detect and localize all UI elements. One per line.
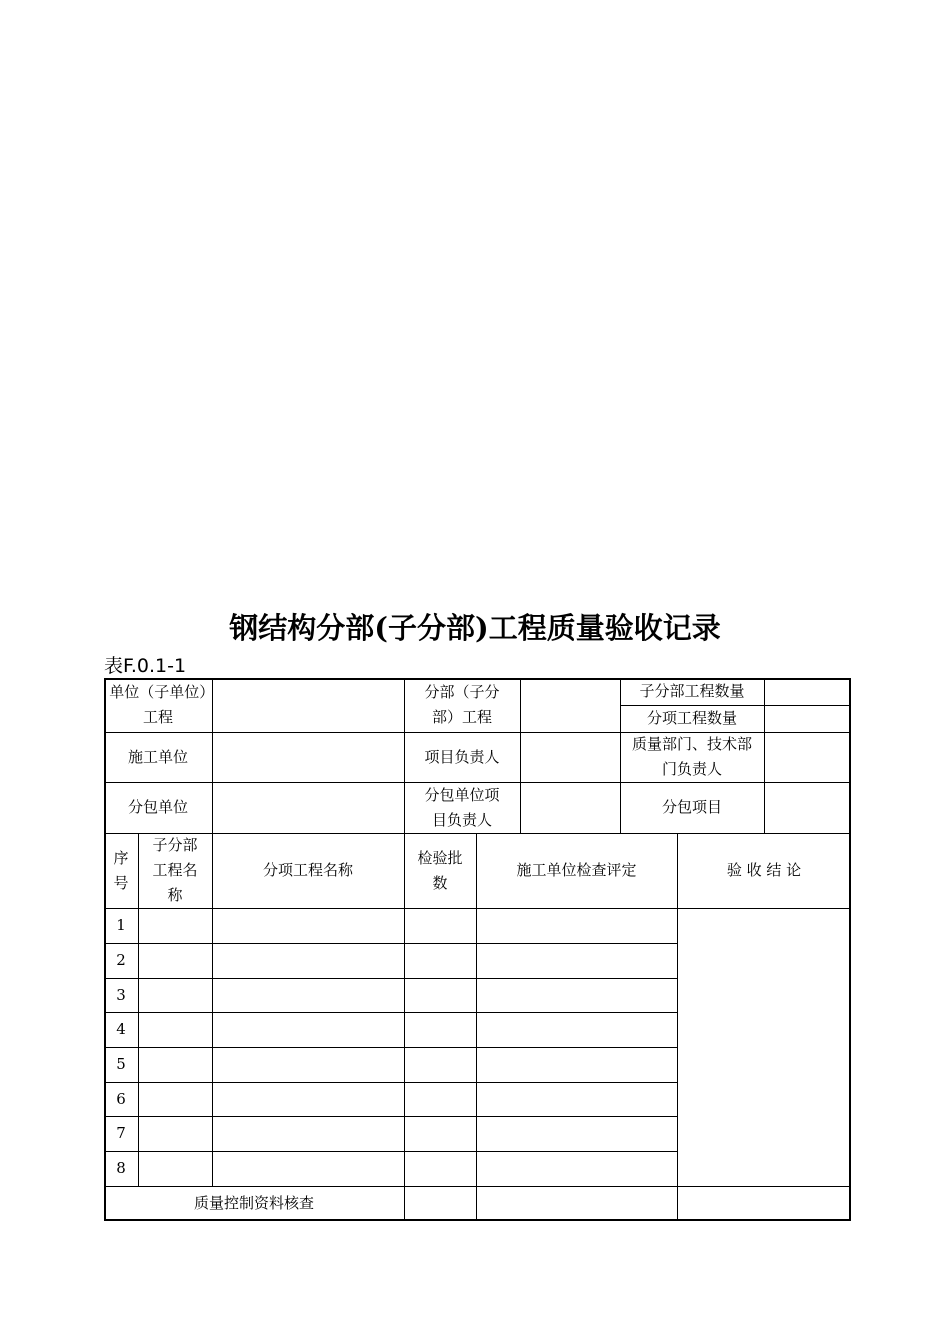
sub-count-value[interactable] <box>764 678 851 705</box>
grid-line <box>104 1186 851 1187</box>
unit-project-label: 单位（子单位）工程 <box>109 683 207 726</box>
quality-tech-value[interactable] <box>764 732 851 782</box>
quality-tech-label: 质量部门、技术部门负责人 <box>632 735 753 778</box>
grid-line <box>404 833 405 1221</box>
quality-docs-count[interactable] <box>404 1186 476 1221</box>
row-seq: 8 <box>116 1159 126 1177</box>
item-count-label: 分项工程数量 <box>646 709 737 727</box>
quality-docs-label: 质量控制资料核查 <box>193 1194 314 1212</box>
conclusion-value[interactable] <box>677 908 851 1186</box>
row-seq: 1 <box>116 916 126 934</box>
project-manager-label: 项目负责人 <box>424 747 500 766</box>
construction-unit-label: 施工单位 <box>127 747 188 766</box>
row-seq: 3 <box>116 985 126 1004</box>
row-seq: 5 <box>116 1055 126 1073</box>
grid-line <box>104 732 851 733</box>
grid-line <box>104 782 851 783</box>
row-seq: 6 <box>116 1089 126 1108</box>
grid-line <box>476 833 477 1221</box>
grid-line <box>138 833 139 1186</box>
col-conclusion: 验 收 结 论 <box>726 861 802 879</box>
grid-line <box>677 833 678 1221</box>
subdivision-value[interactable] <box>520 678 620 732</box>
subcontractor-manager-value[interactable] <box>520 782 620 833</box>
grid-line <box>764 678 765 833</box>
subcontractor-manager-label: 分包单位项目负责人 <box>424 785 500 829</box>
item-count-value[interactable] <box>764 705 851 732</box>
project-manager-value[interactable] <box>520 732 620 782</box>
sub-count-label: 子分部工程数量 <box>639 682 745 700</box>
row-seq: 2 <box>116 951 126 969</box>
construction-unit-value[interactable] <box>212 732 404 782</box>
subdivision-label: 分部（子分部）工程 <box>424 683 500 726</box>
grid-line <box>104 1082 677 1083</box>
grid-line <box>104 1116 677 1117</box>
grid-line <box>104 1012 677 1013</box>
quality-docs-check[interactable] <box>476 1186 677 1221</box>
col-check: 施工单位检查评定 <box>516 861 637 879</box>
row-seq: 4 <box>116 1020 126 1038</box>
col-seq: 序号 <box>113 848 129 892</box>
col-batch-count: 检验批数 <box>417 848 463 892</box>
subcontractor-value[interactable] <box>212 782 404 833</box>
grid-line <box>520 678 521 833</box>
grid-line <box>104 908 851 909</box>
quality-docs-conclusion[interactable] <box>677 1186 851 1221</box>
subcontractor-label: 分包单位 <box>127 798 188 816</box>
col-sub-name: 子分部工程名称 <box>152 836 198 904</box>
grid-line <box>212 678 213 833</box>
grid-line <box>620 705 851 706</box>
grid-line <box>104 1151 677 1152</box>
grid-line <box>104 1047 677 1048</box>
row-seq: 7 <box>116 1124 126 1142</box>
grid-line <box>212 833 213 1186</box>
col-item-name: 分项工程名称 <box>262 861 353 879</box>
grid-line <box>404 678 405 833</box>
subcontract-item-value[interactable] <box>764 782 851 833</box>
acceptance-record-table <box>104 678 851 1221</box>
subcontract-item-label: 分包项目 <box>661 798 722 816</box>
unit-project-value[interactable] <box>212 678 404 732</box>
table-code: 表F.0.1-1 <box>104 655 187 677</box>
grid-line <box>104 978 677 979</box>
grid-line <box>620 678 621 833</box>
grid-line <box>104 943 677 944</box>
grid-line <box>104 833 851 834</box>
document-title: 钢结构分部(子分部)工程质量验收记录 <box>229 611 721 645</box>
